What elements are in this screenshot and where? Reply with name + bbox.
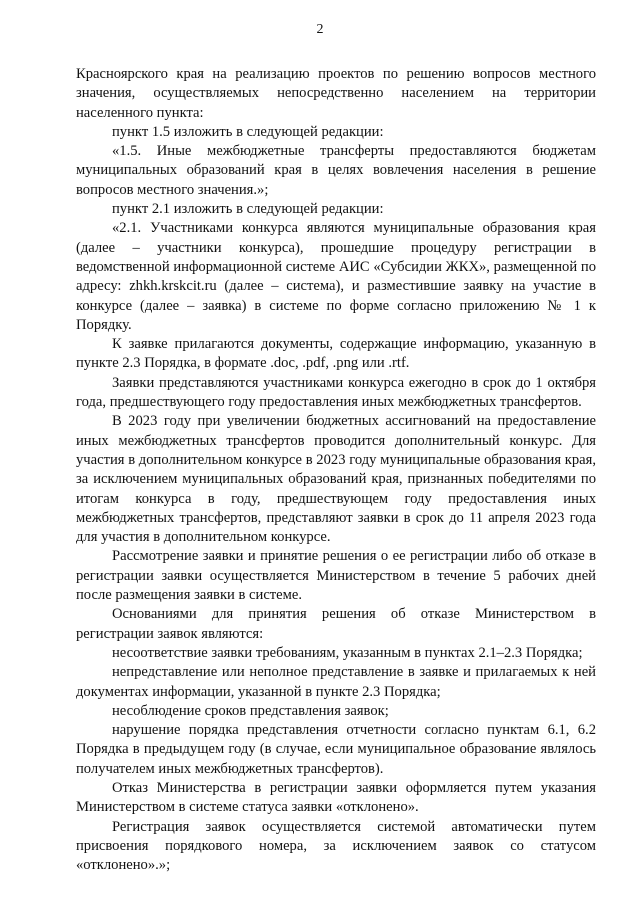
paragraph: пункт 2.1 изложить в следующей редакции: (112, 201, 384, 218)
paragraph: пункт 1.5 изложить в следующей редакции: (112, 123, 384, 140)
paragraph: «1.5. Иные межбюджетные трансферты предоставляются бюджетам муниципальных образований края в целях вовлечения населения в решение вопросов местного значения.»; (76, 143, 596, 198)
paragraph: «2.1. Участниками конкурса являются муниципальные образования края (далее – участники конкурса), прошедшие процедуру регистрации в ведомственной информационной системе АИС «Субсидии ЖКХ», размещенной по адресу: zhkh.krskcit.ru (далее – система), и разместившие заявку на участие в конкурсе (далее – заявка) в системе по форме согласно приложению № 1 к Порядку. (76, 220, 596, 333)
paragraph: нарушение порядка представления отчетности согласно пунктам 6.1, 6.2 Порядка в предыдущем году (в случае, если муниципальное образование являлось получателем иных межбюджетных трансфертов). (76, 722, 596, 777)
paragraph: Основаниями для принятия решения об отказе Министерством в регистрации заявок являются: (76, 606, 596, 642)
page-number: 2 (316, 22, 324, 37)
paragraph: непредставление или неполное представление в заявке и прилагаемых к ней документах информации, указанной в пункте 2.3 Порядка; (76, 664, 596, 700)
paragraph: Регистрация заявок осуществляется системой автоматически путем присвоения порядкового номера, за исключением заявок со статусом «отклонено».»; (76, 818, 596, 874)
paragraph: несоответствие заявки требованиям, указанным в пунктах 2.1–2.3 Порядка; (112, 644, 583, 661)
paragraph: В 2023 году при увеличении бюджетных ассигнований на предоставление иных межбюджетных трансфертов проводится дополнительный конкурс. Для участия в дополнительном конкурсе в 2023 году муниципальные образования края, за исключением муниципальных образований края, признанных победителями по итогам конкурса в году, предшествующем году предоставления иных межбюджетных трансфертов, представляют заявки в срок до 11 апреля 2023 года для участия в дополнительном конкурсе. (76, 413, 596, 546)
paragraph: Красноярского края на реализацию проектов по решению вопросов местного значения, осуществляемых непосредственно населением на территории населенного пункта: (76, 66, 596, 121)
paragraph: К заявке прилагаются документы, содержащие информацию, указанную в пункте 2.3 Порядка, в формате .doc, .pdf, .png или .rtf. (76, 336, 596, 372)
paragraph: Рассмотрение заявки и принятие решения о ее регистрации либо об отказе в регистрации заявки осуществляется Министерством в течение 5 рабочих дней после размещения заявки в системе. (76, 548, 596, 604)
paragraph: несоблюдение сроков представления заявок; (112, 702, 389, 719)
document-body (76, 65, 596, 875)
paragraph: Заявки представляются участниками конкурса ежегодно в срок до 1 октября года, предшествующего году предоставления иных межбюджетных трансфертов. (76, 374, 596, 411)
paragraph: Отказ Министерства в регистрации заявки оформляется путем указания Министерством в системе статуса заявки «отклонено». (76, 779, 596, 816)
